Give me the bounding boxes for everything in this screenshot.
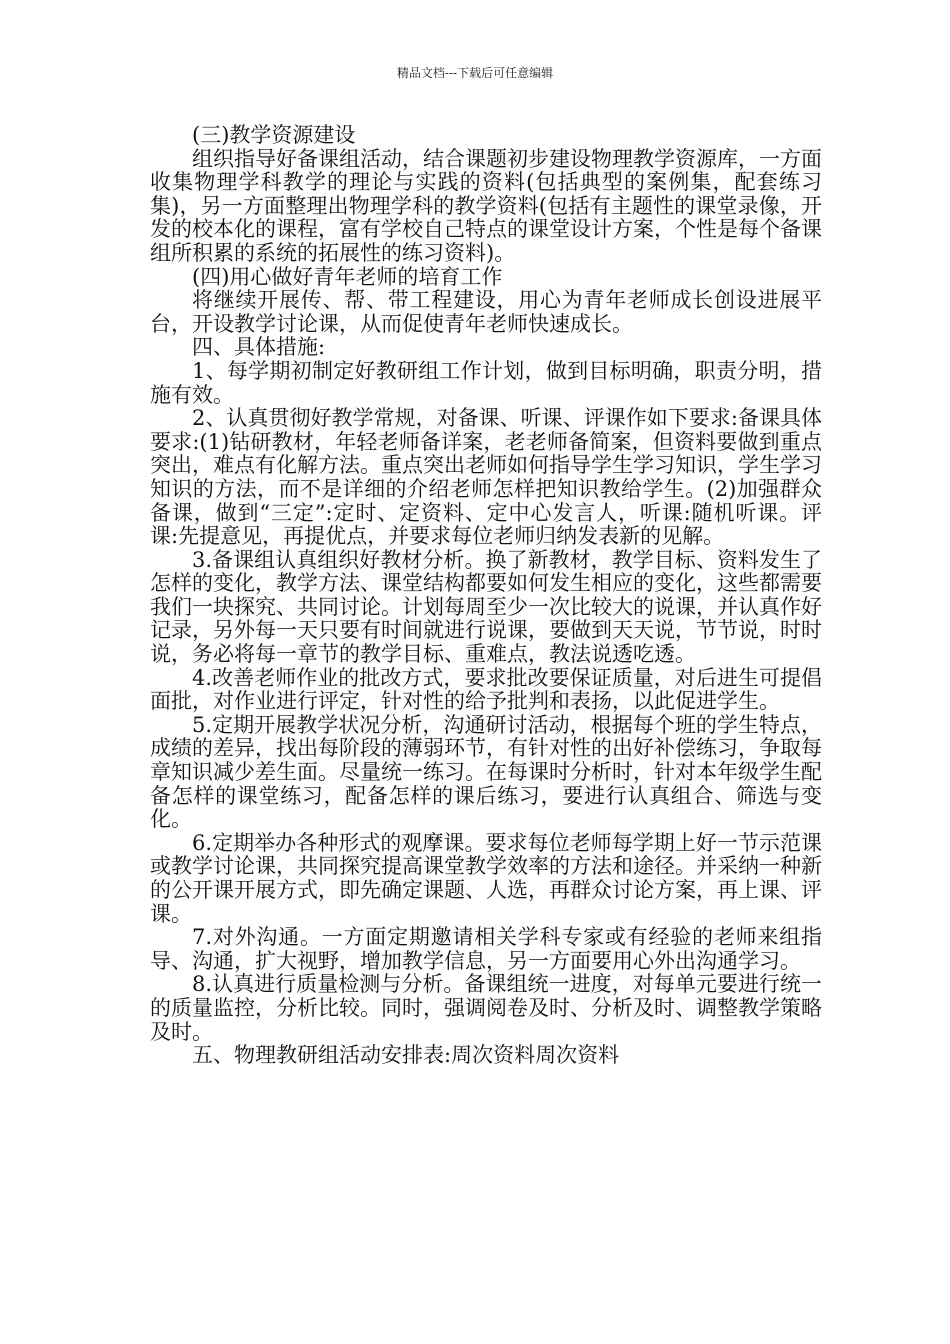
measure-4: 4.改善老师作业的批改方式，要求批改要保证质量，对后进生可提倡面批，对作业进行评定，针对性的给予批判和表扬，以此促进学生。: [150, 665, 822, 714]
page-header: 精品文档---下载后可任意编辑: [396, 66, 554, 80]
document-body: [150, 124, 822, 1068]
measure-1: 1、每学期初制定好教研组工作计划，做到目标明确，职责分明，措施有效。: [150, 358, 822, 407]
measure-5: 5.定期开展教学状况分析，沟通研讨活动，根据每个班的学生特点，成绩的差异，找出每阶段的薄弱环节，有针对性的出好补偿练习，争取每章知识减少差生面。尽量统一练习。在每课时分析时，针对本年级学生配备怎样的课堂练习，配备怎样的课后练习，要进行认真组合、筛选与变化。: [150, 712, 822, 832]
paragraph-resource-library: 组织指导好备课组活动，结合课题初步建设物理教学资源库，一方面收集物理学科教学的理论与实践的资料(包括典型的案例集，配套练习集)，另一方面整理出物理学科的教学资料(包括有主题性的课堂录像，开发的校本化的课程，富有学校自己特点的课堂设计方案，个性是每个备课组所积累的系统的拓展性的练习资料)。: [150, 146, 822, 265]
section-heading-teaching-resources: (三)教学资源建设: [192, 123, 356, 147]
section-heading-schedule: 五、物理教研组活动安排表:周次资料周次资料: [192, 1043, 620, 1068]
section-heading-measures: 四、具体措施:: [192, 335, 326, 360]
measure-6: 6.定期举办各种形式的观摩课。要求每位老师每学期上好一节示范课或教学讨论课，共同探究提高课堂教学效率的方法和途径。并采纳一种新的公开课开展方式，即先确定课题、人选，再群众讨论方案，再上课、评课。: [150, 830, 822, 926]
measure-2: 2、认真贯彻好教学常规，对备课、听课、评课作如下要求:备课具体要求:(1)钻研教材，年轻老师备详案，老老师备简案，但资料要做到重点突出，难点有化解方法。重点突出老师如何指导学生学习知识，学生学习知识的方法，而不是详细的介绍老师怎样把知识教给学生。(2)加强群众备课，做到“三定”:定时、定资料、定中心发言人，听课:随机听课。评课:先提意见，再提优点，并要求每位老师归纳发表新的见解。: [150, 406, 822, 549]
section-heading-young-teachers: (四)用心做好青年老师的培育工作: [192, 264, 503, 289]
measure-3: 3.备课组认真组织好教材分析。换了新教材，教学目标、资料发生了怎样的变化，教学方法、课堂结构都要如何发生相应的变化，这些都需要我们一块探究、共同讨论。计划每周至少一次比较大的说课，并认真作好记录，另外每一天只要有时间就进行说课，要做到天天说，节节说，时时说，务必将每一章节的教学目标、重难点，教法说透吃透。: [150, 547, 822, 667]
measure-7: 7.对外沟通。一方面定期邀请相关学科专家或有经验的老师来组指导、沟通，扩大视野，增加教学信息，另一方面要用心外出沟通学习。: [150, 925, 822, 973]
measure-8: 8.认真进行质量检测与分析。备课组统一进度，对每单元要进行统一的质量监控，分析比较。同时，强调阅卷及时、分析及时、调整教学策略及时。: [150, 972, 822, 1044]
paragraph-mentoring: 将继续开展传、帮、带工程建设，用心为青年老师成长创设进展平台，开设教学讨论课，从而促使青年老师快速成长。: [150, 288, 822, 336]
